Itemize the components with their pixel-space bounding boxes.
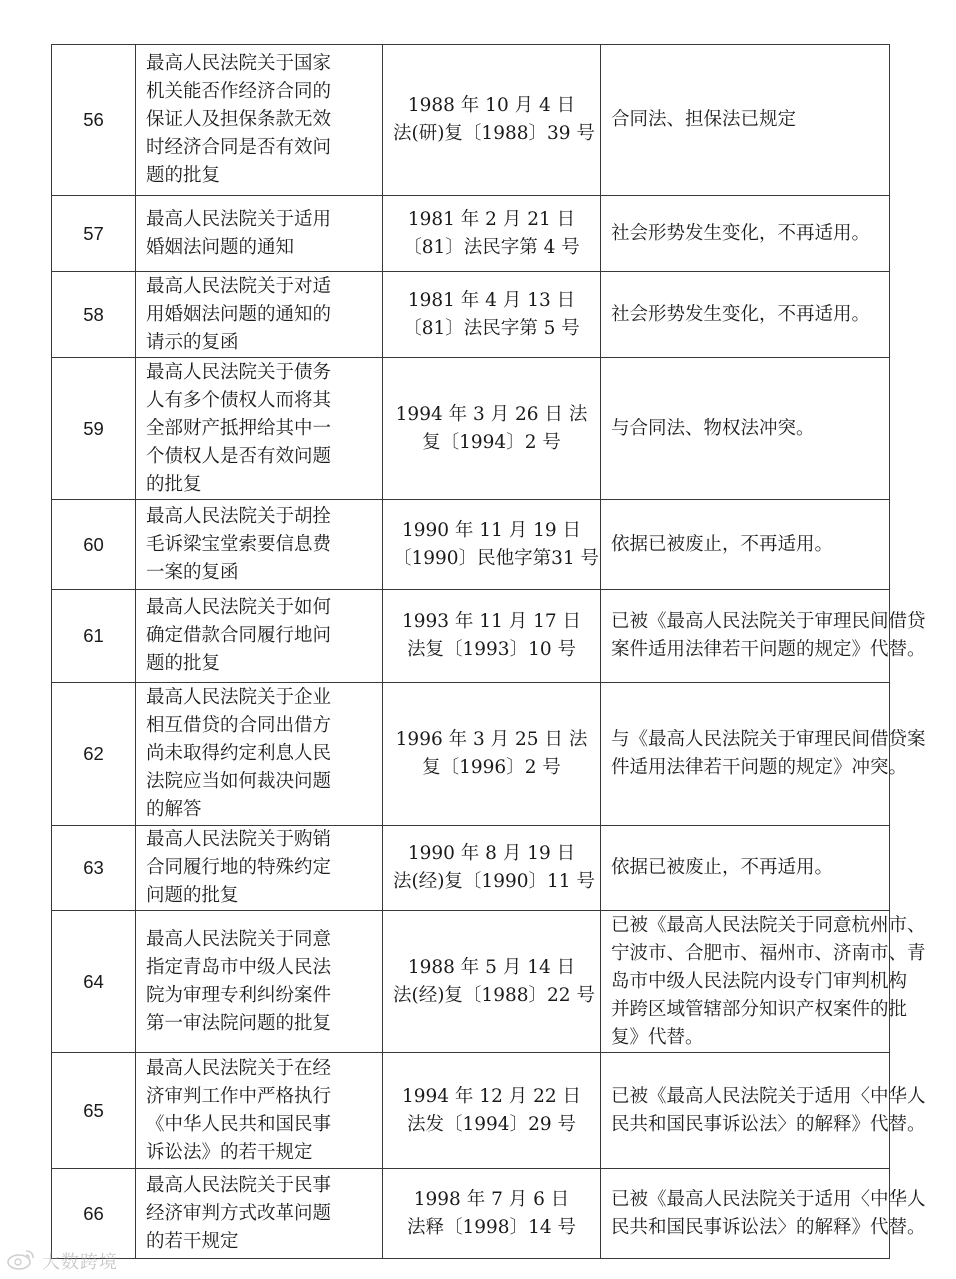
issue-date-and-number — [383, 196, 601, 272]
repeal-reason — [601, 272, 890, 358]
document-title-line: 最高人民法院关于债务 — [146, 361, 332, 383]
row-number: 59 — [52, 358, 136, 500]
repeal-reason-line: 民共和国民事诉讼法〉的解释》代替。 — [611, 1113, 926, 1135]
watermark-text: 大数跨境 — [42, 1252, 118, 1273]
row-number: 57 — [52, 196, 136, 272]
document-title — [136, 911, 383, 1053]
repeal-reason-line: 案件适用法律若干问题的规定》代替。 — [611, 639, 926, 660]
repeal-reason-line: 合同法、担保法已规定 — [611, 109, 797, 130]
document-title-line: 最高人民法院关于同意 — [146, 928, 332, 950]
row-number: 61 — [52, 590, 136, 683]
repeal-reason-line: 与《最高人民法院关于审理民间借贷案 — [611, 729, 926, 750]
table-row — [52, 590, 890, 683]
watermark — [6, 1247, 118, 1275]
table-row — [52, 1053, 890, 1169]
issue-date-and-number-line: 1981 年 4 月 13 日 — [407, 289, 576, 311]
repeal-reason — [601, 590, 926, 683]
repeal-reason-line: 复》代替。 — [611, 1026, 704, 1048]
document-title — [136, 272, 383, 358]
document-title-line: 诉讼法》的若干规定 — [146, 1141, 313, 1163]
repeal-reason-line: 已被《最高人民法院关于审理民间借贷 — [611, 611, 926, 632]
document-title-line: 时经济合同是否有效问 — [146, 137, 332, 158]
repeal-reason — [601, 1169, 926, 1259]
document-title-line: 毛诉梁宝堂索要信息费 — [146, 533, 332, 555]
issue-date-and-number — [383, 826, 601, 911]
issue-date-and-number-line: 复〔1996〕2 号 — [422, 757, 561, 778]
issue-date-and-number-line: 1981 年 2 月 21 日 — [407, 208, 576, 230]
row-number: 56 — [52, 45, 136, 196]
document-title-line: 尚未取得约定利息人民 — [146, 743, 332, 764]
document-title-line: 法院应当如何裁决问题 — [146, 771, 332, 792]
repeal-reason-line: 并跨区域管辖部分知识产权案件的批 — [611, 998, 908, 1020]
issue-date-and-number — [383, 683, 601, 826]
issue-date-and-number-line: 1998 年 7 月 6 日 — [413, 1188, 570, 1210]
issue-date-and-number-line: 1993 年 11 月 17 日 — [401, 611, 582, 632]
repeal-reason-line: 已被《最高人民法院关于适用〈中华人 — [611, 1085, 926, 1107]
repeal-reason-line: 已被《最高人民法院关于适用〈中华人 — [611, 1188, 926, 1210]
document-title-line: 确定借款合同履行地问 — [146, 625, 332, 646]
issue-date-and-number-line: 复〔1994〕2 号 — [422, 431, 561, 453]
document-title-line: 的若干规定 — [146, 1230, 239, 1252]
document-title-line: 人有多个债权人而将其 — [146, 389, 332, 411]
repeal-reason-line: 社会形势发生变化，不再适用。 — [611, 303, 871, 325]
document-title-line: 题的批复 — [146, 653, 221, 674]
document-title-line: 全部财产抵押给其中一 — [146, 417, 332, 439]
document-title-line: 指定青岛市中级人民法 — [146, 956, 332, 978]
document-title — [136, 196, 383, 272]
document-title-line: 机关能否作经济合同的 — [146, 81, 332, 102]
regulations-table — [51, 44, 926, 1259]
row-number: 62 — [52, 683, 136, 826]
issue-date-and-number-line: 1988 年 10 月 4 日 — [407, 95, 576, 116]
regulations-table-body — [52, 45, 926, 1259]
document-title-line: 最高人民法院关于胡拴 — [146, 505, 332, 527]
table-row — [52, 358, 890, 500]
repeal-reason — [601, 1053, 926, 1169]
document-title-line: 最高人民法院关于对适 — [146, 275, 332, 297]
issue-date-and-number-line: 法复〔1993〕10 号 — [406, 639, 576, 660]
table-row — [52, 45, 890, 196]
document-title-line: 用婚姻法问题的通知的 — [146, 303, 332, 325]
issue-date-and-number-line: 法(研)复〔1988〕39 号 — [393, 123, 595, 144]
issue-date-and-number-line: 法(经)复〔1988〕22 号 — [393, 984, 595, 1006]
document-title-line: 最高人民法院关于适用 — [146, 208, 332, 230]
document-title-line: 最高人民法院关于企业 — [146, 687, 332, 708]
table-row — [52, 272, 890, 358]
repeal-reason-line: 民共和国民事诉讼法〉的解释》代替。 — [611, 1216, 926, 1238]
document-title-line: 院为审理专利纠纷案件 — [146, 984, 332, 1006]
row-number: 58 — [52, 272, 136, 358]
document-title-line: 最高人民法院关于如何 — [146, 597, 332, 618]
document-title — [136, 590, 383, 683]
document-title-line: 保证人及担保条款无效 — [146, 109, 332, 130]
document-title-line: 第一审法院问题的批复 — [146, 1012, 332, 1034]
document-title-line: 最高人民法院关于民事 — [146, 1174, 332, 1196]
document-title-line: 《中华人民共和国民事 — [146, 1113, 332, 1135]
repeal-reason-line: 岛市中级人民法院内设专门审判机构 — [611, 970, 908, 992]
issue-date-and-number-line: 法释〔1998〕14 号 — [406, 1216, 576, 1238]
repeal-reason — [601, 196, 890, 272]
repeal-reason — [601, 683, 926, 826]
issue-date-and-number — [383, 45, 601, 196]
document-title — [136, 358, 383, 500]
document-title-line: 济审判工作中严格执行 — [146, 1085, 332, 1107]
repeal-reason — [601, 500, 890, 590]
document-title-line: 婚姻法问题的通知 — [146, 236, 295, 258]
issue-date-and-number — [383, 590, 601, 683]
issue-date-and-number — [383, 272, 601, 358]
issue-date-and-number-line: 1990 年 11 月 19 日 — [401, 519, 582, 541]
issue-date-and-number — [383, 358, 601, 500]
repeal-reason-line: 宁波市、合肥市、福州市、济南市、青 — [611, 942, 926, 964]
issue-date-and-number-line: 1990 年 8 月 19 日 — [407, 843, 576, 864]
document-title — [136, 500, 383, 590]
repeal-reason-line: 与合同法、物权法冲突。 — [611, 417, 815, 439]
document-title-line: 最高人民法院关于在经 — [146, 1057, 332, 1079]
repeal-reason-line: 件适用法律若干问题的规定》冲突。 — [611, 757, 908, 778]
issue-date-and-number-line: 〔81〕法民字第 4 号 — [403, 236, 580, 258]
table-row — [52, 911, 890, 1053]
document-title-line: 问题的批复 — [146, 885, 239, 906]
issue-date-and-number — [383, 911, 601, 1053]
document-title-line: 请示的复函 — [146, 331, 239, 353]
document-title — [136, 1169, 383, 1259]
document-title — [136, 826, 383, 911]
issue-date-and-number-line: 1994 年 3 月 26 日 法 — [395, 403, 588, 425]
document-title-line: 合同履行地的特殊约定 — [146, 857, 332, 878]
document-title-line: 相互借贷的合同出借方 — [146, 715, 332, 736]
issue-date-and-number-line: 1994 年 12 月 22 日 — [401, 1085, 582, 1107]
issue-date-and-number — [383, 1053, 601, 1169]
document-title — [136, 1053, 383, 1169]
issue-date-and-number — [383, 1169, 601, 1259]
row-number: 60 — [52, 500, 136, 590]
row-number: 65 — [52, 1053, 136, 1169]
issue-date-and-number — [383, 500, 601, 590]
issue-date-and-number-line: 〔1990〕民他字第31 号 — [393, 547, 600, 569]
issue-date-and-number-line: 1988 年 5 月 14 日 — [407, 956, 576, 978]
document-title-line: 个债权人是否有效问题 — [146, 445, 332, 467]
document-title-line: 最高人民法院关于购销 — [146, 829, 332, 850]
repeal-reason — [601, 358, 890, 500]
issue-date-and-number-line: 法发〔1994〕29 号 — [406, 1113, 576, 1135]
document-title — [136, 683, 383, 826]
row-number: 66 — [52, 1169, 136, 1259]
weibo-logo-icon — [6, 1247, 36, 1275]
issue-date-and-number-line: 〔81〕法民字第 5 号 — [403, 317, 580, 339]
repeal-reason-line: 社会形势发生变化，不再适用。 — [611, 222, 871, 244]
table-row — [52, 196, 890, 272]
table-row — [52, 826, 890, 911]
repeal-reason-line: 依据已被废止，不再适用。 — [611, 857, 834, 878]
document-title-line: 一案的复函 — [146, 561, 239, 583]
table-row — [52, 500, 890, 590]
row-number: 63 — [52, 826, 136, 911]
issue-date-and-number-line: 法(经)复〔1990〕11 号 — [393, 871, 595, 892]
repeal-reason-line: 依据已被废止，不再适用。 — [611, 533, 834, 555]
document-title-line: 题的批复 — [146, 165, 221, 186]
issue-date-and-number-line: 1996 年 3 月 25 日 法 — [395, 729, 588, 750]
document-title — [136, 45, 383, 196]
repeal-reason — [601, 911, 926, 1053]
repeal-reason-line: 已被《最高人民法院关于同意杭州市、 — [611, 914, 926, 936]
document-title-line: 最高人民法院关于国家 — [146, 53, 332, 74]
row-number: 64 — [52, 911, 136, 1053]
repeal-reason — [601, 826, 890, 911]
table-row — [52, 683, 890, 826]
table-row — [52, 1169, 890, 1259]
document-title-line: 的批复 — [146, 473, 202, 495]
document-title-line: 的解答 — [146, 799, 202, 820]
repeal-reason — [601, 45, 890, 196]
document-title-line: 经济审判方式改革问题 — [146, 1202, 332, 1224]
